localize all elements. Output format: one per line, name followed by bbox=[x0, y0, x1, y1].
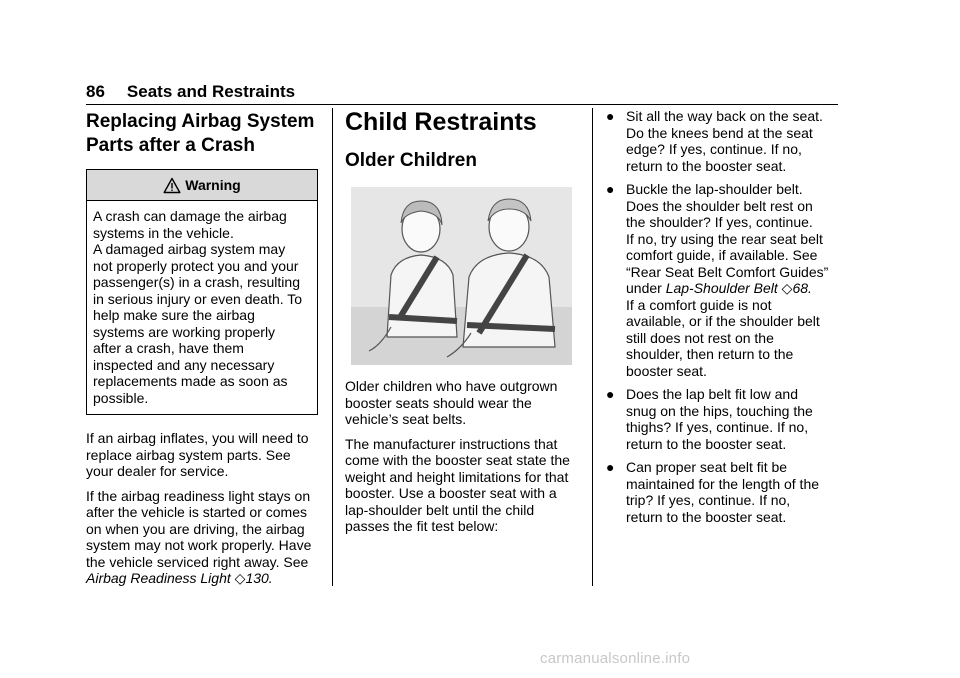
warning-text: A crash can damage the airbag systems in the vehicle. A damaged airbag system may not properly protect you and your passenger(s) in a crash, resulting in serious injury or even death. To help make sure the airbag systems are working properly after a crash, have them inspected and any necessary replacements made as soon as possible. bbox=[93, 208, 303, 406]
page-ref-icon: ◇ bbox=[234, 570, 246, 586]
page-header bbox=[86, 82, 295, 102]
airbag-para-2: If the airbag readiness light stays on after the vehicle is started or comes on when you are driving, the airbag system may not work properly. Have the vehicle serviced right away. See Airbag Readiness Light ◇130. bbox=[86, 487, 312, 586]
list-item: ● Buckle the lap-shoulder belt. Does the shoulder belt rest on the shoulder? If yes, continue. If no, try using the rear seat belt comfort guide, if available. See “Rear Seat Belt Comfort Guides” under Lap-Shoulder Belt ◇68. If a comfort guide is not available, or if the shoulder belt still does not rest on the shoulder, then return to the booster seat. bbox=[606, 181, 829, 379]
warning-header bbox=[87, 170, 317, 201]
warning-title: Warning bbox=[185, 176, 241, 193]
airbag-heading: Replacing Airbag System Parts after a Crash bbox=[86, 111, 315, 156]
watermark: carmanualsonline.info bbox=[540, 650, 691, 667]
bullet-icon: ● bbox=[606, 181, 615, 197]
page-ref-68[interactable]: 68 bbox=[792, 280, 809, 296]
older-children-heading: Older Children bbox=[345, 150, 477, 171]
bullet-icon: ● bbox=[606, 108, 615, 124]
older-children-para-2: The manufacturer instructions that come with the booster seat state the weight and height limitations for that booster. Use a booster seat with a lap-shoulder belt until the child passes the fit test below: bbox=[345, 435, 570, 534]
middle-column bbox=[345, 108, 577, 543]
column-divider-right bbox=[592, 108, 593, 586]
lap-shoulder-belt-link[interactable]: Lap-Shoulder Belt bbox=[665, 280, 778, 296]
column-divider-left bbox=[332, 108, 333, 586]
page-number: 86 bbox=[86, 82, 105, 101]
airbag-para-1: If an airbag inflates, you will need to replace airbag system parts. See your dealer for service. bbox=[86, 430, 309, 479]
list-item: ● Does the lap belt fit low and snug on the hips, touching the thighs? If yes, continue. If no, return to the booster seat. bbox=[606, 386, 813, 452]
right-column bbox=[606, 108, 842, 532]
list-item: ● Can proper seat belt fit be maintained for the length of the trip? If yes, continue. If no, return to the booster seat. bbox=[606, 459, 820, 525]
page-ref-130[interactable]: 130 bbox=[245, 570, 269, 586]
children-seatbelt-illustration bbox=[351, 187, 572, 365]
warning-box bbox=[86, 169, 318, 415]
airbag-readiness-link[interactable]: Airbag Readiness Light bbox=[86, 570, 231, 586]
left-column bbox=[86, 108, 320, 595]
child-restraints-title: Child Restraints bbox=[345, 108, 537, 136]
header-rule bbox=[86, 104, 838, 105]
section-title: Seats and Restraints bbox=[126, 82, 296, 101]
page-ref-icon: ◇ bbox=[781, 280, 793, 296]
list-item: ● Sit all the way back on the seat. Do the knees bend at the seat edge? If yes, continue. If no, return to the booster seat. bbox=[606, 108, 823, 174]
warning-triangle-icon bbox=[163, 177, 181, 194]
older-children-para-1: Older children who have outgrown booster seats should wear the vehicle’s seat belts. bbox=[345, 378, 558, 427]
bullet-icon: ● bbox=[606, 386, 615, 402]
bullet-icon: ● bbox=[606, 459, 615, 475]
